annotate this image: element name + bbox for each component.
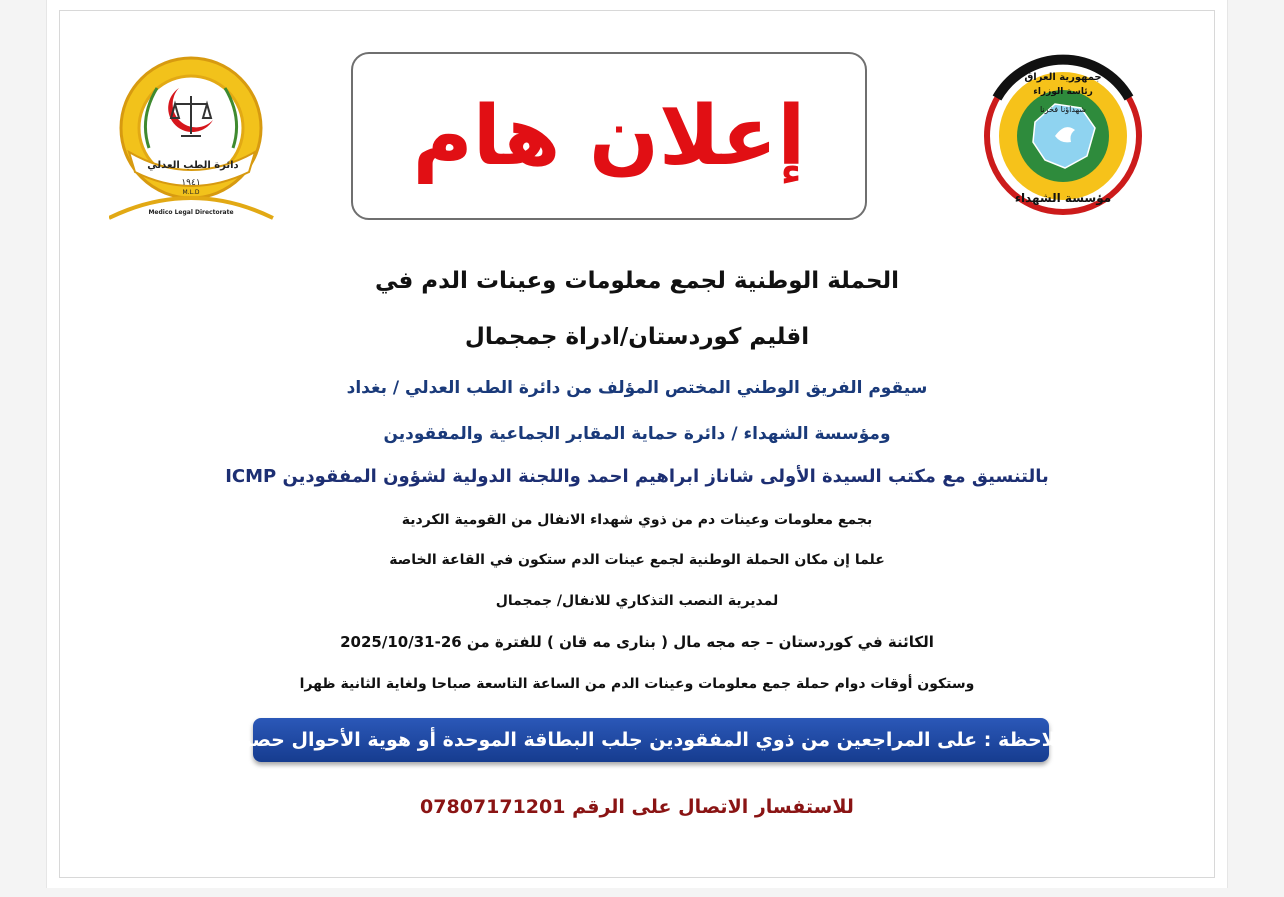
coordination-line: بالتنسيق مع مكتب السيدة الأولى شاناز ابراهيم احمد واللجنة الدولية لشؤون المفقودين ICMP (225, 466, 1049, 487)
svg-text:شهداؤنا فخرنا: شهداؤنا فخرنا (1040, 105, 1086, 114)
svg-text:دائرة الطب العدلي: دائرة الطب العدلي (147, 160, 239, 171)
note-text: ملاحظة : على المراجعين من ذوي المفقودين جلب البطاقة الموحدة أو هوية الأحوال حصرا (234, 729, 1068, 751)
location-line: علما إن مكان الحملة الوطنية لجمع عينات الدم ستكون في القاعة الخاصة (389, 552, 885, 568)
svg-text:جمهورية العراق: جمهورية العراق (1024, 72, 1102, 83)
campaign-heading-line1: الحملة الوطنية لجمع معلومات وعينات الدم في (374, 268, 900, 294)
note-banner (234, 718, 1068, 762)
svg-text:Medico Legal Directorate: Medico Legal Directorate (148, 209, 234, 216)
title-box (351, 52, 867, 220)
contact-line: للاستفسار الاتصال على الرقم 07807171201 (420, 796, 854, 818)
campaign-heading-line2: اقليم كوردستان/ادراة جمجمال (464, 324, 810, 350)
medico-legal-directorate-logo (109, 48, 279, 224)
directorate-line: لمديرية النصب التذكاري للانفال/ جمجمال (495, 593, 779, 609)
collection-line: بجمع معلومات وعينات دم من ذوي شهداء الانفال من القومية الكردية (401, 512, 873, 528)
foundation-line: ومؤسسة الشهداء / دائرة حماية المقابر الجماعية والمفقودين (383, 424, 891, 444)
svg-text:مؤسسة الشهداء: مؤسسة الشهداء (1014, 191, 1112, 205)
team-line: سيقوم الفريق الوطني المختص المؤلف من دائرة الطب العدلي / بغداد (346, 378, 928, 398)
hours-line: وستكون أوقات دوام حملة جمع معلومات وعينات الدم من الساعة التاسعة صباحا ولغاية الثانية ظهرا (299, 676, 975, 692)
svg-text:١٩٤١: ١٩٤١ (181, 178, 201, 188)
svg-text:M.L.D: M.L.D (182, 189, 200, 196)
announcement-page (46, 0, 1228, 888)
martyrs-foundation-logo (975, 52, 1151, 222)
period-line: الكائنة في كوردستان – جه مجه مال ( بنارى مه قان ) للفترة من 26-2025/10/31 (340, 633, 934, 651)
svg-text:رئاسة الوزراء: رئاسة الوزراء (1033, 87, 1093, 97)
announcement-title: إعلان هام (412, 88, 806, 184)
